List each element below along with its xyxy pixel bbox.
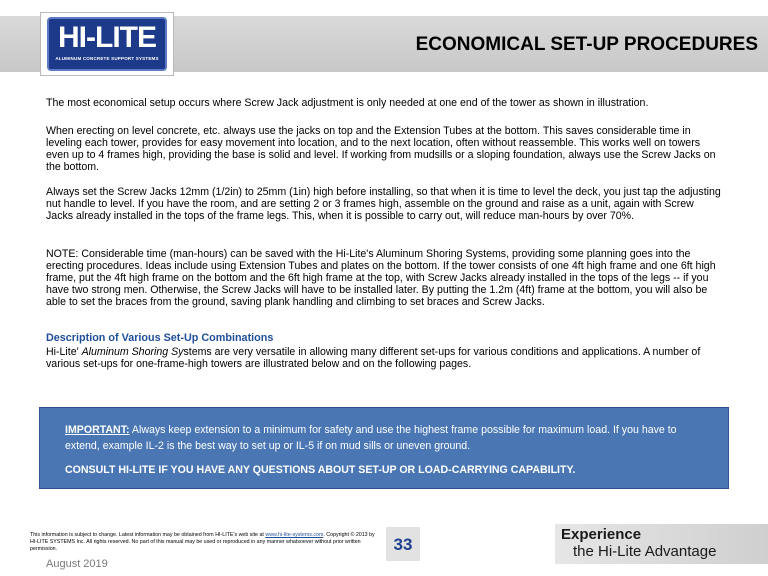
paragraph-level-concrete: When erecting on level concrete, etc. always use the jacks on top and the Extension Tubes at the bottom. This saves considerable time in leveling each tower, provides for easy movement into location, and to the next location, often without reassemble. This works well on towers even up to 4 frames high, providing the base is solid and level. If working from mudsills or a sloping foundation, always use the Screw Jacks on the bottom.	[46, 125, 716, 173]
section-text-italic: Aluminum Shoring Sy	[81, 346, 184, 358]
hi-lite-logo	[40, 12, 174, 76]
important-box	[39, 407, 729, 489]
tagline-line2: the Hi-Lite Advantage	[573, 543, 717, 560]
paragraph-screw-jacks: Always set the Screw Jacks 12mm (1/2in) to 25mm (1in) high before installing, so that when it is time to level the deck, you just tap the adjusting nut handle to level. If you have the room, and are setting 2 or 3 frames high, assemble on the ground and raise as a unit, again with Screw Jacks already installed in the tops of the frame legs. This, when it is possible to carry out, will reduce man-hours by over 70%.	[46, 186, 721, 222]
logo-subtext: ALUMINUM CONCRETE SUPPORT SYSTEMS	[55, 56, 159, 61]
tagline-banner	[555, 524, 768, 564]
section-text	[46, 346, 722, 370]
logo-text: HI-LITE	[58, 21, 156, 54]
section-text-suffix: stems are very versatile in allowing many different set-ups for various conditions and applications. A number of various set-ups for one-frame-high towers are illustrated below and on the following pages.	[46, 346, 701, 370]
disclaimer-suffix: . Copyright © 2013 by HI-LITE SYSTEMS Inc. All rights reserved. No part of this manual may be used or reproduced in any manner whatsoever without prior written permission.	[30, 532, 375, 552]
website-link[interactable]: www.hi-lite-systems.com	[265, 532, 324, 538]
page-title: ECONOMICAL SET-UP PROCEDURES	[415, 34, 758, 55]
section-heading: Description of Various Set-Up Combinations	[46, 332, 274, 344]
disclaimer-prefix: This information is subject to change. Latest information may be obtained from HI-LITE's web site at	[30, 532, 266, 538]
consult-notice: CONSULT HI-LITE IF YOU HAVE ANY QUESTIONS ABOUT SET-UP OR LOAD-CARRYING CAPABILITY.	[65, 464, 576, 476]
copyright-disclaimer	[30, 532, 380, 553]
page-number-box	[386, 527, 420, 561]
logo-badge	[47, 17, 167, 71]
tagline-line1: Experience	[561, 526, 642, 543]
important-body: Always keep extension to a minimum for safety and use the highest frame possible for maximum load. If you have to extend, example IL-2 is the best way to set up or IL-5 if on mud sills or uneven ground.	[65, 424, 677, 452]
publication-date: August 2019	[46, 558, 108, 570]
paragraph-note: NOTE: Considerable time (man-hours) can be saved with the Hi-Lite's Aluminum Shoring Systems, providing some planning goes into the erecting procedures. Ideas include using Extension Tubes and plates on the bottom. If the tower consists of one 4ft high frame and one 6ft high frame, put the 4ft high frame on the bottom and the 6ft high frame at the top, with Screw Jacks already installed in the tops of the legs -- if you have two strong men. Otherwise, the Screw Jacks will have to be installed later. By putting the 1.2m (4ft) frame at the bottom, you will also be able to set the braces from the ground, saving plank handling and climbing to set braces and Screw Jacks.	[46, 248, 716, 308]
section-text-prefix: Hi-Lite'	[46, 346, 82, 358]
paragraph-intro: The most economical setup occurs where Screw Jack adjustment is only needed at one end of the tower as shown in illustration.	[46, 97, 649, 109]
important-text	[65, 422, 705, 454]
page-number: 33	[393, 535, 413, 554]
important-label: IMPORTANT:	[65, 424, 130, 436]
